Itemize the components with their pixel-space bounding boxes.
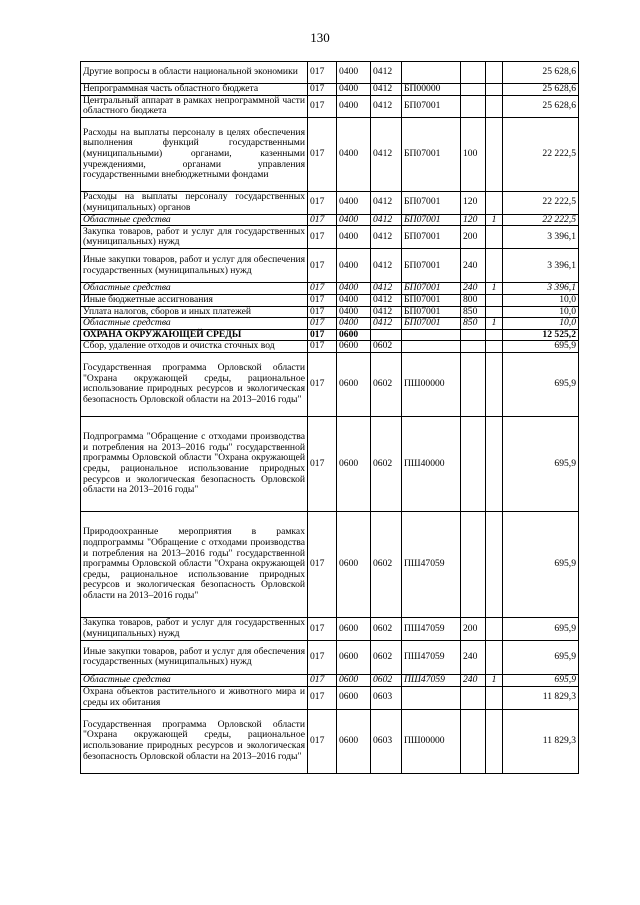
- expense-type-code: [461, 416, 486, 511]
- expense-type-code: 240: [461, 640, 486, 674]
- expense-description: Другие вопросы в области национальной экономики: [81, 62, 308, 84]
- ministry-code: 017: [308, 294, 337, 306]
- subsection-code: 0412: [371, 214, 402, 226]
- amount-value: 10,0: [503, 306, 579, 318]
- funding-source-code: [486, 341, 503, 353]
- ministry-code: 017: [308, 511, 337, 617]
- target-article-code: БП07001: [402, 306, 461, 318]
- ministry-code: 017: [308, 117, 337, 191]
- subsection-code: 0412: [371, 249, 402, 283]
- section-code: 0400: [337, 226, 371, 249]
- amount-value: 3 396,1: [503, 283, 579, 295]
- funding-source-code: 1: [486, 214, 503, 226]
- expense-description: Непрограммная часть областного бюджета: [81, 84, 308, 96]
- section-code: 0400: [337, 191, 371, 214]
- section-code: 0400: [337, 84, 371, 96]
- expense-type-code: 240: [461, 283, 486, 295]
- table-row: [81, 226, 579, 249]
- funding-source-code: [486, 352, 503, 416]
- expense-description: Центральный аппарат в рамках непрограммной части областного бюджета: [81, 95, 308, 117]
- expense-type-code: 240: [461, 249, 486, 283]
- ministry-code: 017: [308, 214, 337, 226]
- table-row: [81, 709, 579, 773]
- funding-source-code: [486, 416, 503, 511]
- table-row: [81, 294, 579, 306]
- table-row: [81, 62, 579, 84]
- table-row: [81, 341, 579, 353]
- table-row: [81, 117, 579, 191]
- table-row: [81, 318, 579, 330]
- section-code: 0600: [337, 329, 371, 341]
- funding-source-code: 1: [486, 674, 503, 686]
- expense-type-code: 100: [461, 117, 486, 191]
- table-row: [81, 191, 579, 214]
- ministry-code: 017: [308, 640, 337, 674]
- expense-description: ОХРАНА ОКРУЖАЮЩЕЙ СРЕДЫ: [81, 329, 308, 341]
- funding-source-code: [486, 640, 503, 674]
- ministry-code: 017: [308, 95, 337, 117]
- target-article-code: БП07001: [402, 95, 461, 117]
- funding-source-code: [486, 329, 503, 341]
- amount-value: 695,9: [503, 640, 579, 674]
- expense-type-code: [461, 95, 486, 117]
- table-row: [81, 306, 579, 318]
- expense-description: Государственная программа Орловской области "Охрана окружающей среды, рациональное использование природных ресурсов и экологическая безопасность Орловской области на 2013–2016 годы": [81, 352, 308, 416]
- ministry-code: 017: [308, 249, 337, 283]
- table-row: [81, 617, 579, 640]
- target-article-code: БП07001: [402, 214, 461, 226]
- subsection-code: 0412: [371, 191, 402, 214]
- expense-type-code: 200: [461, 226, 486, 249]
- target-article-code: ПШ00000: [402, 709, 461, 773]
- amount-value: 10,0: [503, 318, 579, 330]
- amount-value: 3 396,1: [503, 226, 579, 249]
- ministry-code: 017: [308, 283, 337, 295]
- expense-type-code: 120: [461, 214, 486, 226]
- expense-type-code: 850: [461, 318, 486, 330]
- funding-source-code: [486, 62, 503, 84]
- section-code: 0600: [337, 617, 371, 640]
- expense-type-code: [461, 84, 486, 96]
- expense-type-code: [461, 709, 486, 773]
- amount-value: 695,9: [503, 341, 579, 353]
- funding-source-code: [486, 511, 503, 617]
- table-row: [81, 249, 579, 283]
- target-article-code: БП07001: [402, 283, 461, 295]
- target-article-code: ПШ00000: [402, 352, 461, 416]
- funding-source-code: [486, 249, 503, 283]
- expense-description: Уплата налогов, сборов и иных платежей: [81, 306, 308, 318]
- ministry-code: 017: [308, 226, 337, 249]
- target-article-code: [402, 329, 461, 341]
- ministry-code: 017: [308, 62, 337, 84]
- expense-description: Расходы на выплаты персоналу в целях обеспечения выполнения функций государственными (муниципальными) органами, казенными учреждениями, органами управления государственными внебюджетными фондами: [81, 117, 308, 191]
- expense-description: Иные бюджетные ассигнования: [81, 294, 308, 306]
- ministry-code: 017: [308, 617, 337, 640]
- subsection-code: 0412: [371, 84, 402, 96]
- funding-source-code: 1: [486, 318, 503, 330]
- budget-table-body: [81, 62, 579, 774]
- expense-description: Областные средства: [81, 674, 308, 686]
- target-article-code: ПШ40000: [402, 416, 461, 511]
- funding-source-code: [486, 226, 503, 249]
- expense-description: Расходы на выплаты персоналу государственных (муниципальных) органов: [81, 191, 308, 214]
- page-number: 130: [310, 30, 330, 45]
- subsection-code: 0412: [371, 306, 402, 318]
- ministry-code: 017: [308, 329, 337, 341]
- subsection-code: 0412: [371, 283, 402, 295]
- amount-value: 25 628,6: [503, 95, 579, 117]
- section-code: 0400: [337, 306, 371, 318]
- amount-value: 25 628,6: [503, 84, 579, 96]
- expense-description: Областные средства: [81, 214, 308, 226]
- table-row: [81, 214, 579, 226]
- expense-type-code: [461, 341, 486, 353]
- section-code: 0400: [337, 62, 371, 84]
- subsection-code: 0602: [371, 511, 402, 617]
- amount-value: 22 222,5: [503, 117, 579, 191]
- section-code: 0600: [337, 709, 371, 773]
- expense-description: Областные средства: [81, 318, 308, 330]
- amount-value: 695,9: [503, 674, 579, 686]
- funding-source-code: [486, 294, 503, 306]
- amount-value: 22 222,5: [503, 191, 579, 214]
- amount-value: 10,0: [503, 294, 579, 306]
- funding-source-code: [486, 117, 503, 191]
- expense-type-code: 240: [461, 674, 486, 686]
- amount-value: 695,9: [503, 352, 579, 416]
- funding-source-code: [486, 617, 503, 640]
- ministry-code: 017: [308, 352, 337, 416]
- subsection-code: 0412: [371, 294, 402, 306]
- amount-value: 25 628,6: [503, 62, 579, 84]
- section-code: 0600: [337, 416, 371, 511]
- expense-type-code: [461, 511, 486, 617]
- subsection-code: 0412: [371, 62, 402, 84]
- funding-source-code: [486, 191, 503, 214]
- section-code: 0400: [337, 95, 371, 117]
- funding-source-code: [486, 306, 503, 318]
- subsection-code: 0602: [371, 674, 402, 686]
- target-article-code: БП07001: [402, 117, 461, 191]
- ministry-code: 017: [308, 416, 337, 511]
- section-code: 0400: [337, 214, 371, 226]
- funding-source-code: 1: [486, 283, 503, 295]
- table-row: [81, 640, 579, 674]
- target-article-code: ПШ47059: [402, 640, 461, 674]
- section-code: 0400: [337, 249, 371, 283]
- amount-value: 11 829,3: [503, 686, 579, 709]
- funding-source-code: [486, 95, 503, 117]
- expense-type-code: 800: [461, 294, 486, 306]
- target-article-code: [402, 62, 461, 84]
- expense-description: Областные средства: [81, 283, 308, 295]
- expense-description: Государственная программа Орловской области "Охрана окружающей среды, рациональное использование природных ресурсов и экологическая безопасность Орловской области на 2013–2016 годы": [81, 709, 308, 773]
- table-row: [81, 416, 579, 511]
- target-article-code: БП07001: [402, 191, 461, 214]
- expense-type-code: [461, 329, 486, 341]
- ministry-code: 017: [308, 709, 337, 773]
- amount-value: 3 396,1: [503, 249, 579, 283]
- amount-value: 695,9: [503, 511, 579, 617]
- expense-description: Подпрограмма "Обращение с отходами производства и потребления на 2013–2016 годы" государственной программы Орловской области "Охрана окружающей среды, рациональное использование природных ресурсов и экологическая безопасность Орловской области на 2013–2016 годы": [81, 416, 308, 511]
- section-code: 0600: [337, 511, 371, 617]
- ministry-code: 017: [308, 318, 337, 330]
- table-row: [81, 352, 579, 416]
- budget-table: [80, 61, 579, 774]
- section-code: 0400: [337, 283, 371, 295]
- amount-value: 11 829,3: [503, 709, 579, 773]
- target-article-code: ПШ47059: [402, 617, 461, 640]
- table-row: [81, 84, 579, 96]
- expense-description: Иные закупки товаров, работ и услуг для обеспечения государственных (муниципальных) нужд: [81, 640, 308, 674]
- target-article-code: [402, 686, 461, 709]
- expense-description: Закупка товаров, работ и услуг для государственных (муниципальных) нужд: [81, 617, 308, 640]
- target-article-code: ПШ47059: [402, 674, 461, 686]
- subsection-code: 0412: [371, 226, 402, 249]
- amount-value: 22 222,5: [503, 214, 579, 226]
- funding-source-code: [486, 709, 503, 773]
- section-code: 0600: [337, 640, 371, 674]
- section-code: 0400: [337, 117, 371, 191]
- amount-value: 12 525,2: [503, 329, 579, 341]
- target-article-code: ПШ47059: [402, 511, 461, 617]
- target-article-code: БП07001: [402, 249, 461, 283]
- expense-description: Иные закупки товаров, работ и услуг для обеспечения государственных (муниципальных) нужд: [81, 249, 308, 283]
- amount-value: 695,9: [503, 617, 579, 640]
- ministry-code: 017: [308, 84, 337, 96]
- target-article-code: [402, 341, 461, 353]
- expense-type-code: [461, 352, 486, 416]
- expense-type-code: [461, 686, 486, 709]
- subsection-code: 0412: [371, 95, 402, 117]
- subsection-code: 0412: [371, 318, 402, 330]
- ministry-code: 017: [308, 306, 337, 318]
- table-row: [81, 674, 579, 686]
- ministry-code: 017: [308, 674, 337, 686]
- target-article-code: БП07001: [402, 294, 461, 306]
- section-code: 0600: [337, 352, 371, 416]
- table-row: [81, 686, 579, 709]
- table-row: [81, 329, 579, 341]
- expense-description: Охрана объектов растительного и животного мира и среды их обитания: [81, 686, 308, 709]
- subsection-code: 0602: [371, 416, 402, 511]
- subsection-code: 0602: [371, 617, 402, 640]
- target-article-code: БП00000: [402, 84, 461, 96]
- section-code: 0400: [337, 294, 371, 306]
- expense-type-code: 120: [461, 191, 486, 214]
- target-article-code: БП07001: [402, 226, 461, 249]
- expense-description: Закупка товаров, работ и услуг для государственных (муниципальных) нужд: [81, 226, 308, 249]
- subsection-code: [371, 329, 402, 341]
- subsection-code: 0603: [371, 709, 402, 773]
- section-code: 0600: [337, 341, 371, 353]
- subsection-code: 0602: [371, 341, 402, 353]
- table-row: [81, 283, 579, 295]
- ministry-code: 017: [308, 341, 337, 353]
- subsection-code: 0602: [371, 640, 402, 674]
- ministry-code: 017: [308, 686, 337, 709]
- expense-type-code: 200: [461, 617, 486, 640]
- expense-description: Сбор, удаление отходов и очистка сточных вод: [81, 341, 308, 353]
- subsection-code: 0412: [371, 117, 402, 191]
- section-code: 0400: [337, 318, 371, 330]
- section-code: 0600: [337, 686, 371, 709]
- subsection-code: 0603: [371, 686, 402, 709]
- section-code: 0600: [337, 674, 371, 686]
- table-row: [81, 511, 579, 617]
- funding-source-code: [486, 84, 503, 96]
- expense-description: Природоохранные мероприятия в рамках подпрограммы "Обращение с отходами производства и потребления на 2013–2016 годы" государственной программы Орловской области "Охрана окружающей среды, рациональное использование природных ресурсов и экологическая безопасность Орловской области на 2013–2016 годы": [81, 511, 308, 617]
- expense-type-code: 850: [461, 306, 486, 318]
- ministry-code: 017: [308, 191, 337, 214]
- amount-value: 695,9: [503, 416, 579, 511]
- subsection-code: 0602: [371, 352, 402, 416]
- expense-type-code: [461, 62, 486, 84]
- table-row: [81, 95, 579, 117]
- target-article-code: БП07001: [402, 318, 461, 330]
- funding-source-code: [486, 686, 503, 709]
